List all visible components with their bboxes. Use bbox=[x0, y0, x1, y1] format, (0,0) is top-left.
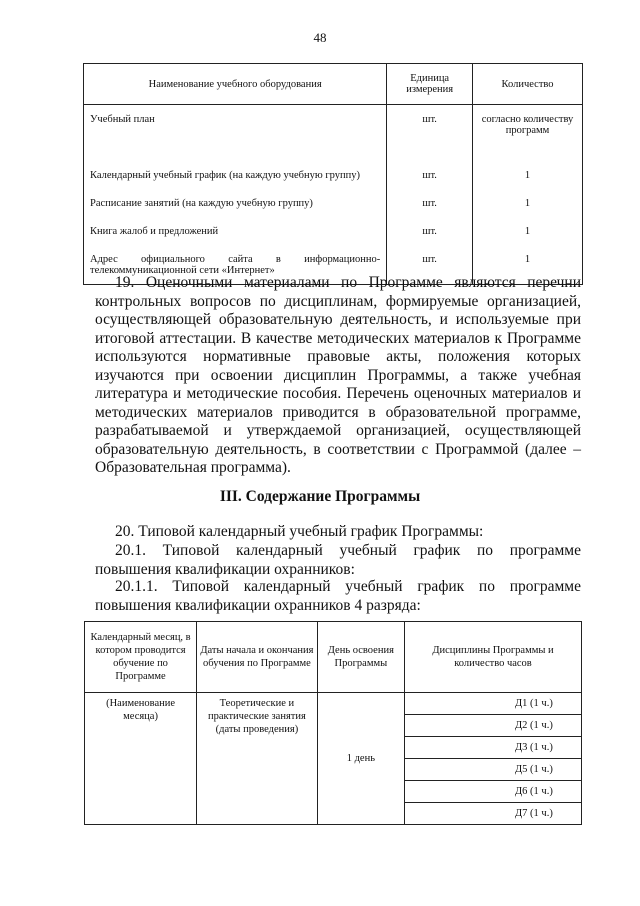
equipment-quantity: 1 bbox=[473, 168, 583, 196]
discipline-label: Д2 (1 ч.) bbox=[515, 720, 553, 731]
discipline-label: Д3 (1 ч.) bbox=[515, 742, 553, 753]
equipment-unit: шт. bbox=[387, 252, 473, 285]
equipment-quantity: 1 bbox=[473, 252, 583, 285]
equipment-table bbox=[83, 63, 583, 285]
paragraph-20: 20. Типовой календарный учебный график Программы: bbox=[115, 523, 484, 540]
schedule-dates: Теоретические и практические занятия (даты проведения) bbox=[197, 693, 318, 825]
equipment-quantity: 1 bbox=[473, 196, 583, 224]
column-header-disciplines: Дисциплины Программы и количество часов bbox=[404, 622, 581, 693]
discipline-label: Д5 (1 ч.) bbox=[515, 764, 553, 775]
discipline-cell bbox=[404, 803, 581, 825]
paragraph-20-1: 20.1. Типовой календарный учебный график по программе повышения квалификации охранников: bbox=[95, 542, 581, 578]
table-row bbox=[85, 693, 582, 715]
equipment-name: Календарный учебный график (на каждую учебную группу) bbox=[84, 168, 387, 196]
column-header-dates: Даты начала и окончания обучения по Программе bbox=[197, 622, 318, 693]
schedule-day: 1 день bbox=[317, 693, 404, 825]
equipment-quantity: 1 bbox=[473, 224, 583, 252]
table-header-row bbox=[84, 64, 583, 105]
page-number: 48 bbox=[313, 30, 327, 45]
paragraph-20-1-1: 20.1.1. Типовой календарный учебный график по программе повышения квалификации охранников 4 разряда: bbox=[95, 578, 581, 614]
discipline-label: Д6 (1 ч.) bbox=[515, 786, 553, 797]
column-header-month: Календарный месяц, в котором проводится обучение по Программе bbox=[85, 622, 197, 693]
equipment-name: Книга жалоб и предложений bbox=[84, 224, 387, 252]
discipline-label: Д1 (1 ч.) bbox=[515, 698, 553, 709]
equipment-name: Адрес официального сайта в информационно-телекоммуникационной сети «Интернет» bbox=[84, 252, 387, 285]
column-header-unit: Единица измерения bbox=[387, 64, 473, 105]
section-heading: III. Содержание Программы bbox=[219, 488, 421, 505]
discipline-cell bbox=[404, 759, 581, 781]
column-header-day: День освоения Программы bbox=[317, 622, 404, 693]
paragraph-19: 19. Оценочными материалами по Программе являются перечни контрольных вопросов по дисциплинам, формируемые организацией, осуществляющей образовательную деятельность, и используемые при итоговой аттестации. В качестве методических материалов к Программе используются нормативные правовые акты, положения которых изучаются при освоении дисциплин Программы, а также учебная литература и методические пособия. Перечень оценочных материалов и методических материалов приводится в образовательной программе, разрабатываемой и утверждаемой организацией, осуществляющей образовательную деятельность, в соответствии с Программой (далее – Образовательная программа). bbox=[95, 274, 581, 476]
schedule-table bbox=[84, 621, 582, 825]
discipline-cell bbox=[404, 693, 581, 715]
equipment-unit: шт. bbox=[387, 196, 473, 224]
table-header-row bbox=[85, 622, 582, 693]
discipline-label: Д7 (1 ч.) bbox=[515, 808, 553, 819]
equipment-unit: шт. bbox=[387, 224, 473, 252]
table-row bbox=[84, 168, 583, 196]
equipment-unit: шт. bbox=[387, 105, 473, 169]
equipment-name: Учебный план bbox=[84, 105, 387, 169]
equipment-unit: шт. bbox=[387, 168, 473, 196]
table-row bbox=[84, 105, 583, 169]
column-header-equipment: Наименование учебного оборудования bbox=[84, 64, 387, 105]
discipline-cell bbox=[404, 737, 581, 759]
table-row bbox=[84, 224, 583, 252]
table-row bbox=[84, 196, 583, 224]
equipment-name: Расписание занятий (на каждую учебную группу) bbox=[84, 196, 387, 224]
discipline-cell bbox=[404, 715, 581, 737]
equipment-quantity: согласно количеству программ bbox=[473, 105, 583, 169]
column-header-quantity: Количество bbox=[473, 64, 583, 105]
discipline-cell bbox=[404, 781, 581, 803]
schedule-month: (Наименование месяца) bbox=[85, 693, 197, 825]
